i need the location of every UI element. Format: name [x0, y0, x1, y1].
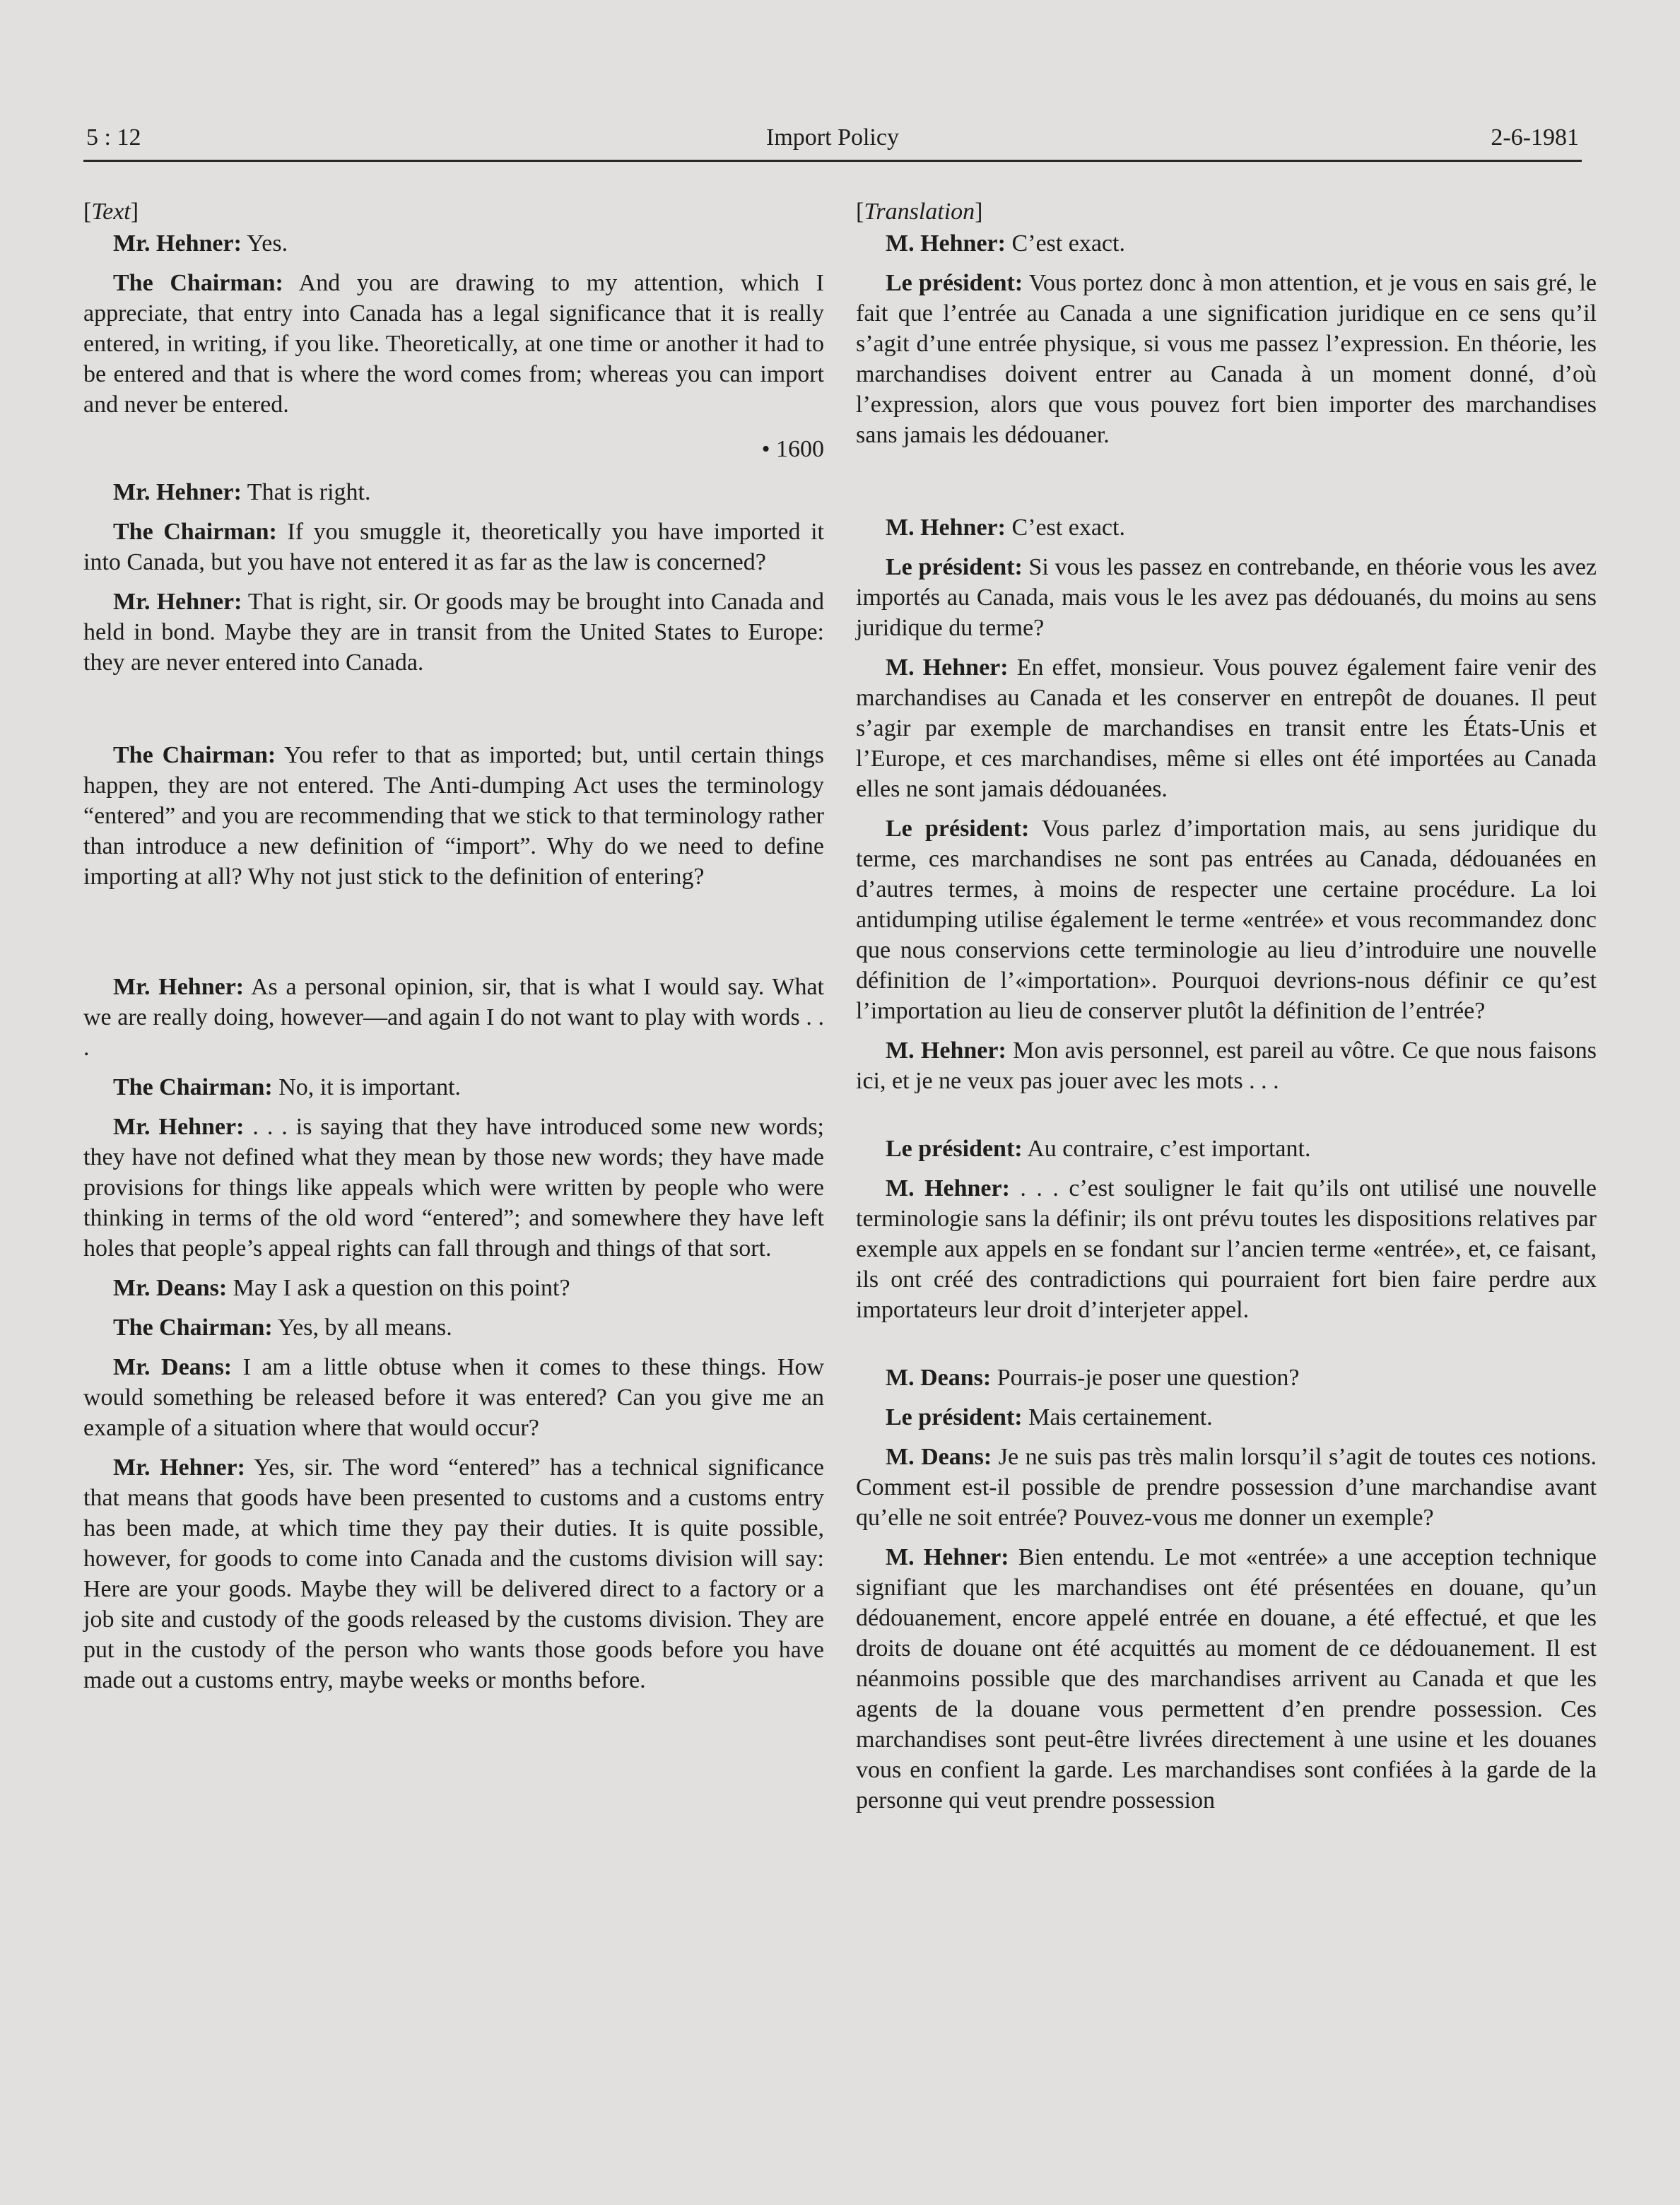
speech: . . . is saying that they have introduced some new words; they have not defined what they mean by those new words; they have made provisions for things like appeals which were written by people who were thinking in terms of the old word “entered”; and somewhere they have left holes that people’s appeal rights can fall through and things of that sort. — [83, 1114, 824, 1262]
speaker: Mr. Hehner: — [113, 589, 242, 615]
header-title: Import Policy — [766, 124, 899, 151]
paragraph — [856, 1035, 1597, 1096]
speaker: The Chairman: — [113, 270, 283, 296]
paragraph — [856, 652, 1597, 804]
speech: That is right, sir. Or goods may be brought into Canada and held in bond. Maybe they are in transit from the United States to Europe: they are never entered into Canada. — [83, 589, 824, 676]
paragraph — [83, 972, 824, 1063]
spacer — [83, 901, 824, 972]
speaker: Mr. Hehner: — [113, 230, 242, 257]
speaker: M. Deans: — [886, 1365, 992, 1391]
speech: No, it is important. — [272, 1074, 462, 1100]
speech: Yes, sir. The word “entered” has a technical significance that means that goods have been presented to customs and a customs entry has been made, at which time they pay their duties. It is quite possible, however, for goods to come into Canada and the customs division will say: Here are your goods. Maybe they will be delivered direct to a factory or a job site and custody of the goods released by the customs division. They are put in the custody of the person who wants those goods before you have made out a customs entry, maybe weeks or months before. — [83, 1454, 824, 1693]
speaker: The Chairman: — [113, 1315, 273, 1341]
paragraph — [83, 228, 824, 259]
speech: Mais certainement. — [1022, 1404, 1213, 1430]
speaker: Mr. Hehner: — [113, 974, 245, 1000]
speech: Vous portez donc à mon attention, et je vous en sais gré, le fait que l’entrée au Canada a une signification juridique en ce sens qu’il s’agit d’une entrée physique, si vous me passez l’expression. En théorie, les marchandises doivent entrer au Canada à un moment donné, d’où l’expression, alors que vous pouvez fort bien importer des marchandises sans jamais les dédouaner. — [856, 270, 1597, 448]
bracket-close: ] — [975, 199, 983, 225]
speech: . . . c’est souligner le fait qu’ils ont utilisé une nouvelle terminologie sans la définir; ils ont prévu toutes les dispositions relatives par exemple aux appels en se fondant sur l’ancien terme «entrée», et, ce faisant, ils ont créé des contradictions qui pourraient fort bien faire perdre aux importateurs leur droit d’interjeter appel. — [856, 1175, 1597, 1323]
speech: And you are drawing to my attention, which I appreciate, that entry into Canada has a legal significance that it is really entered, in writing, if you like. Theoretically, at one time or another it had to be entered and that is where the word comes from; whereas you can import and never be entered. — [83, 270, 824, 418]
speech: En effet, monsieur. Vous pouvez également faire venir des marchandises au Canada et les conserver en entrepôt de douanes. Il peut s’agir par exemple de marchandises en transit entre les États-Unis et l’Europe, et ces marchandises, même si elles ont été importées au Canada elles ne sont jamais dédouanées. — [856, 654, 1597, 802]
paragraph — [856, 813, 1597, 1026]
paragraph — [83, 740, 824, 892]
speaker: Mr. Deans: — [113, 1354, 233, 1380]
speaker: Le président: — [886, 1136, 1023, 1162]
speech: Je ne suis pas très malin lorsqu’il s’agit de toutes ces notions. Comment est-il possible de prendre possession d’une marchandise avant qu’elle ne soit entrée? Pouvez-vous me donner un exemple? — [856, 1444, 1597, 1531]
speech: Yes. — [241, 230, 288, 257]
english-column — [83, 196, 824, 1705]
speaker: M. Deans: — [886, 1444, 992, 1470]
spacer — [856, 459, 1597, 512]
paragraph — [856, 1442, 1597, 1533]
bracket-close: ] — [130, 199, 139, 225]
bracket-open: [ — [856, 199, 864, 225]
speaker: The Chairman: — [113, 742, 276, 768]
paragraph — [83, 1072, 824, 1102]
paragraph — [83, 587, 824, 678]
speech: You refer to that as imported; but, until certain things happen, they are not entered. The Anti-dumping Act uses the terminology “entered” and you are recommending that we stick to that terminology rather than introduce a new definition of “import”. Why do we need to define importing at all? Why not just stick to the definition of entering? — [83, 742, 825, 890]
paragraph — [83, 1352, 824, 1443]
paragraph — [83, 268, 824, 420]
paragraph — [856, 1402, 1597, 1433]
page-number: 5 : 12 — [86, 124, 141, 151]
paragraph — [83, 1273, 824, 1303]
speech: As a personal opinion, sir, that is what I would say. What we are really doing, however—and again I do not want to play with words . . . — [83, 974, 824, 1061]
paragraph — [83, 1112, 824, 1264]
speech: That is right. — [241, 479, 371, 505]
speaker: Mr. Hehner: — [113, 479, 242, 505]
header-date: 2-6-1981 — [1491, 124, 1579, 151]
speech: Pourrais-je poser une question? — [991, 1365, 1300, 1391]
french-column — [856, 196, 1597, 1825]
speaker: M. Hehner: — [886, 1175, 1010, 1201]
translation-label — [856, 196, 1597, 227]
speaker: M. Hehner: — [886, 654, 1009, 681]
paragraph — [856, 228, 1597, 259]
speaker: The Chairman: — [113, 519, 277, 545]
paragraph — [856, 552, 1597, 643]
paragraph — [83, 1312, 824, 1343]
paragraph — [856, 268, 1597, 450]
speech: Si vous les passez en contrebande, en théorie vous les avez importés au Canada, mais vous le les avez pas dédouanés, du moins au sens juridique du terme? — [856, 554, 1597, 641]
paragraph — [83, 1452, 824, 1695]
speaker: Le président: — [886, 1404, 1023, 1430]
label-text: Translation — [864, 199, 975, 225]
paragraph — [856, 1173, 1597, 1325]
speaker: Mr. Hehner: — [113, 1114, 245, 1140]
speech: If you smuggle it, theoretically you have imported it into Canada, but you have not entered it as far as the law is concerned? — [83, 519, 824, 575]
speaker: Le président: — [886, 554, 1023, 580]
speech: C’est exact. — [1005, 230, 1125, 257]
speech: Au contraire, c’est important. — [1022, 1136, 1311, 1162]
speech: Yes, by all means. — [272, 1315, 452, 1341]
speaker: M. Hehner: — [886, 514, 1006, 541]
speech: Vous parlez d’importation mais, au sens juridique du terme, ces marchandises ne sont pas entrées au Canada, dédouanées en d’autres termes, à moins de respecter une certaine procédure. La loi antidumping utilise également le terme «entrée» et vous recommandez donc que nous conservions cette terminologie au lieu d’introduire une nouvelle définition de l’«importation». Pourquoi devrions-nous définir ce qu’est l’importation au lieu de conserver plutôt la définition de l’entrée? — [856, 816, 1597, 1024]
paragraph — [856, 1542, 1597, 1816]
paragraph — [83, 477, 824, 507]
speaker: M. Hehner: — [886, 230, 1006, 257]
speech: Bien entendu. Le mot «entrée» a une acception technique signifiant que les marchandises ont été présentées en douane, qu’un dédouanement, encore appelé entrée en douane, a été effectué, et que les droits de douane ont été acquittés au moment de ce dédouanement. Il est néanmoins possible que des marchandises arrivent au Canada et que les agents de la douane vous permettent d’en prendre possession. Ces marchandises sont peut-être livrées directement à une usine et les douanes vous en confient la garde. Les marchandises sont confiées à la garde de la personne qui veut prendre possession — [856, 1544, 1597, 1813]
label-text: Text — [91, 199, 131, 225]
bracket-open: [ — [83, 199, 92, 225]
speaker: Le président: — [886, 816, 1030, 842]
spacer — [856, 1105, 1597, 1134]
speaker: M. Hehner: — [886, 1544, 1009, 1570]
paragraph — [856, 512, 1597, 543]
paragraph — [83, 517, 824, 577]
speaker: The Chairman: — [113, 1074, 273, 1100]
page-header — [83, 122, 1582, 162]
speech: C’est exact. — [1005, 514, 1125, 541]
speech: May I ask a question on this point? — [227, 1275, 570, 1301]
speaker: M. Hehner: — [886, 1037, 1006, 1064]
speaker: Mr. Hehner: — [113, 1454, 245, 1481]
spacer — [856, 1334, 1597, 1363]
spacer — [83, 687, 824, 740]
paragraph — [856, 1134, 1597, 1164]
speech: I am a little obtuse when it comes to these things. How would something be released before it was entered? Can you give me an example of a situation where that would occur? — [83, 1354, 824, 1441]
speaker: Mr. Deans: — [113, 1275, 228, 1301]
text-label — [83, 196, 824, 227]
speaker: Le président: — [886, 270, 1023, 296]
speech: Mon avis personnel, est pareil au vôtre. Ce que nous faisons ici, et je ne veux pas jouer avec les mots . . . — [856, 1037, 1597, 1094]
time-marker: • 1600 — [761, 436, 824, 462]
paragraph — [856, 1363, 1597, 1393]
